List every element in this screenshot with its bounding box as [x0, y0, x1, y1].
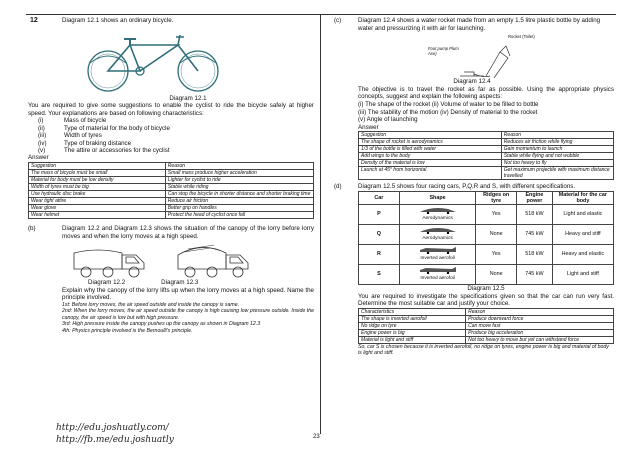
list-item: (iii) Width of tyres	[38, 132, 102, 140]
lorry-before-diagram	[70, 243, 150, 279]
column-divider	[320, 14, 321, 434]
part-c	[330, 17, 614, 32]
list-item: 1st: Before lorry moves, the air speed outside and inside the canopy is same.	[62, 301, 240, 308]
q12-intro: Diagram 12.1 shows an ordinary bicycle.	[62, 17, 174, 24]
part-c-aspects-2: (iii) The stability of the motion (iv) Density of material to the rocket	[358, 108, 538, 116]
table-row: Engine power is big Produce big acceleration	[359, 329, 614, 336]
answer-table-a	[28, 162, 314, 219]
answer-label: Answer	[28, 154, 49, 162]
part-b	[28, 225, 314, 240]
diagram-12-3-caption: Diagram 12.3	[161, 279, 199, 287]
table-row: Width of tyres must be big Stable while riding	[29, 184, 314, 191]
answer-table-d	[358, 308, 614, 344]
part-c-intro: Diagram 12.4 shows a water rocket made from an empty 1.5 litre plastic bottle by adding water and pressurizing it with air for launching.	[358, 17, 601, 32]
diagram-12-1-caption: Diagram 12.1	[169, 94, 207, 102]
table-row: Material for body must be low density Lighter for cyclist to ride	[29, 177, 314, 184]
table-row: R Inverted aerofoil Yes 518 kW Heavy and elastic	[359, 244, 614, 264]
car-p-icon	[418, 206, 458, 214]
page-number: 23	[313, 434, 320, 440]
list-item: (iv) Type of braking distance	[38, 139, 132, 147]
rocket-label: Rocket (Toilet)	[508, 34, 535, 40]
part-d	[330, 183, 614, 191]
list-item: (i) Mass of bicycle	[38, 117, 107, 125]
part-c-aspects-3: (v) Angle of launching	[358, 116, 418, 124]
part-d-body	[358, 191, 614, 357]
table-row: Suggestion Reason	[29, 163, 314, 170]
table-row: P Aerodynamics Yes 518 kW Light and elastic	[359, 204, 614, 224]
table-row: Add wings to the body Stable while flying and not wobble	[359, 153, 614, 160]
part-c-question: The objective is to travel the rocket as far as possible. Using the appropriate physics concepts, suggest and explain the following aspects:	[358, 85, 614, 101]
left-column	[28, 17, 314, 334]
part-b-label: (b)	[28, 225, 36, 232]
foot-pump-label: Foot pump Plum Ase)	[428, 46, 459, 57]
part-b-answers	[62, 302, 314, 334]
table-row: The mass of bicycle must be small Small mass produce higher acceleration	[29, 170, 314, 177]
table-row: Density of the material is low Not too heavy to fly	[359, 160, 614, 167]
lorry-captions	[88, 279, 314, 287]
diagram-12-2-caption: Diagram 12.2	[88, 279, 126, 287]
table-row: Q Aerodynamics None 745 kW Heavy and stiff	[359, 224, 614, 244]
part-c-label: (c)	[334, 17, 342, 24]
car-r-icon	[418, 246, 458, 254]
answer-label: Answer	[358, 123, 379, 131]
part-d-label: (d)	[334, 183, 342, 191]
lorry-moving-diagram	[174, 243, 254, 279]
part-d-conclusion: So, car S is chosen because it is inverted aerofoil, no ridge on tyres, engine power is big and material of body is light and stiff.	[358, 343, 609, 357]
part-c-aspects-1: (i) The shape of the rocket (ii) Volume of water to be filled to bottle	[358, 100, 539, 108]
table-row: Suggestion Reason	[359, 132, 614, 139]
car-q-icon	[418, 226, 458, 234]
water-rocket-diagram	[428, 32, 550, 78]
table-row: No ridge on tyre Can move fast	[359, 322, 614, 329]
website-link[interactable]: http://edu.joshuatly.com/	[56, 423, 169, 433]
q12a-question: You are required to give some suggestions to enable the cyclist to ride the bicycle safely at higher speed. Your explanations are based on following characteristics:	[28, 102, 314, 117]
table-row: Launch at 45° from horizontal Get maximum projectile with maximum distance travelled	[359, 167, 614, 180]
table-row: Wear tight attire Reduce air friction	[29, 198, 314, 205]
table-row: The shape is inverted aerofoil Produce downward force	[359, 315, 614, 322]
part-d-intro: Diagram 12.5 shows four racing cars, P,Q,R and S, with different specifications.	[358, 183, 576, 191]
lorry-diagrams	[70, 243, 314, 279]
table-row: S Inverted aerofoil None 745 kW Light and stiff	[359, 264, 614, 284]
list-item: 4th: Physics principle involved is the Bernoulli's principle.	[62, 327, 193, 334]
diagram-12-5-caption: Diagram 12.5	[467, 284, 505, 292]
part-b-question: Explain why the canopy of the lorry lifts up when the lorry moves at a high speed. Name the principle involved.	[62, 286, 314, 302]
part-b-text: Diagram 12.2 and Diagram 12.3 shows the situation of the canopy of the lorry before lorry moves and when the lorry moves at a high speed.	[62, 225, 314, 240]
list-item: 3rd: High pressure inside the canopy pushes up the canopy as shown in Diagram 12.3	[62, 321, 261, 328]
facebook-link[interactable]: http://fb.me/edu.joshuatly	[56, 435, 174, 445]
table-row: Wear helmet Protect the head of cyclist once fall	[29, 212, 314, 219]
answer-table-c	[358, 131, 614, 180]
list-item: (v) The attire or accessories for the cyclist	[38, 147, 170, 154]
table-row: 1/3 of the bottle is filled with water Gain momentum to launch	[359, 146, 614, 153]
right-column	[330, 14, 614, 357]
question-number: 12	[30, 17, 38, 24]
bicycle-diagram	[80, 27, 230, 93]
table-row: Use hydraulic disc brake Can stop the bicycle in shorter distance and shorter braking time	[29, 191, 314, 198]
table-row: Characteristics Reason	[359, 308, 614, 315]
list-item: 2nd: When the lorry moves, the air speed outside the canopy is high causing low pressure outside. Inside the canopy, the air speed is low but with high pressure.	[62, 308, 314, 321]
racing-cars-table	[358, 191, 614, 285]
table-row: Wear glove Better grip on handles	[29, 205, 314, 212]
diagram-12-4-caption: Diagram 12.4	[453, 78, 491, 86]
table-row: Car Shape Ridges on tyre Engine power Material for the car body	[359, 191, 614, 204]
car-s-icon	[418, 266, 458, 274]
part-c-body	[358, 86, 614, 181]
table-row: Material is light and stiff Not too heavy to move but yet can withstand force	[359, 336, 614, 343]
characteristics-list	[28, 117, 314, 154]
list-item: (ii) Type of material for the body of bicycle	[38, 124, 170, 132]
part-d-question: You are required to investigate the specifications given so that the car can run very fast. Determine the most suitable car and justify your choice.	[358, 292, 614, 308]
table-row: The shape of rocket is aerodynamics Reduces air friction while flying	[359, 139, 614, 146]
